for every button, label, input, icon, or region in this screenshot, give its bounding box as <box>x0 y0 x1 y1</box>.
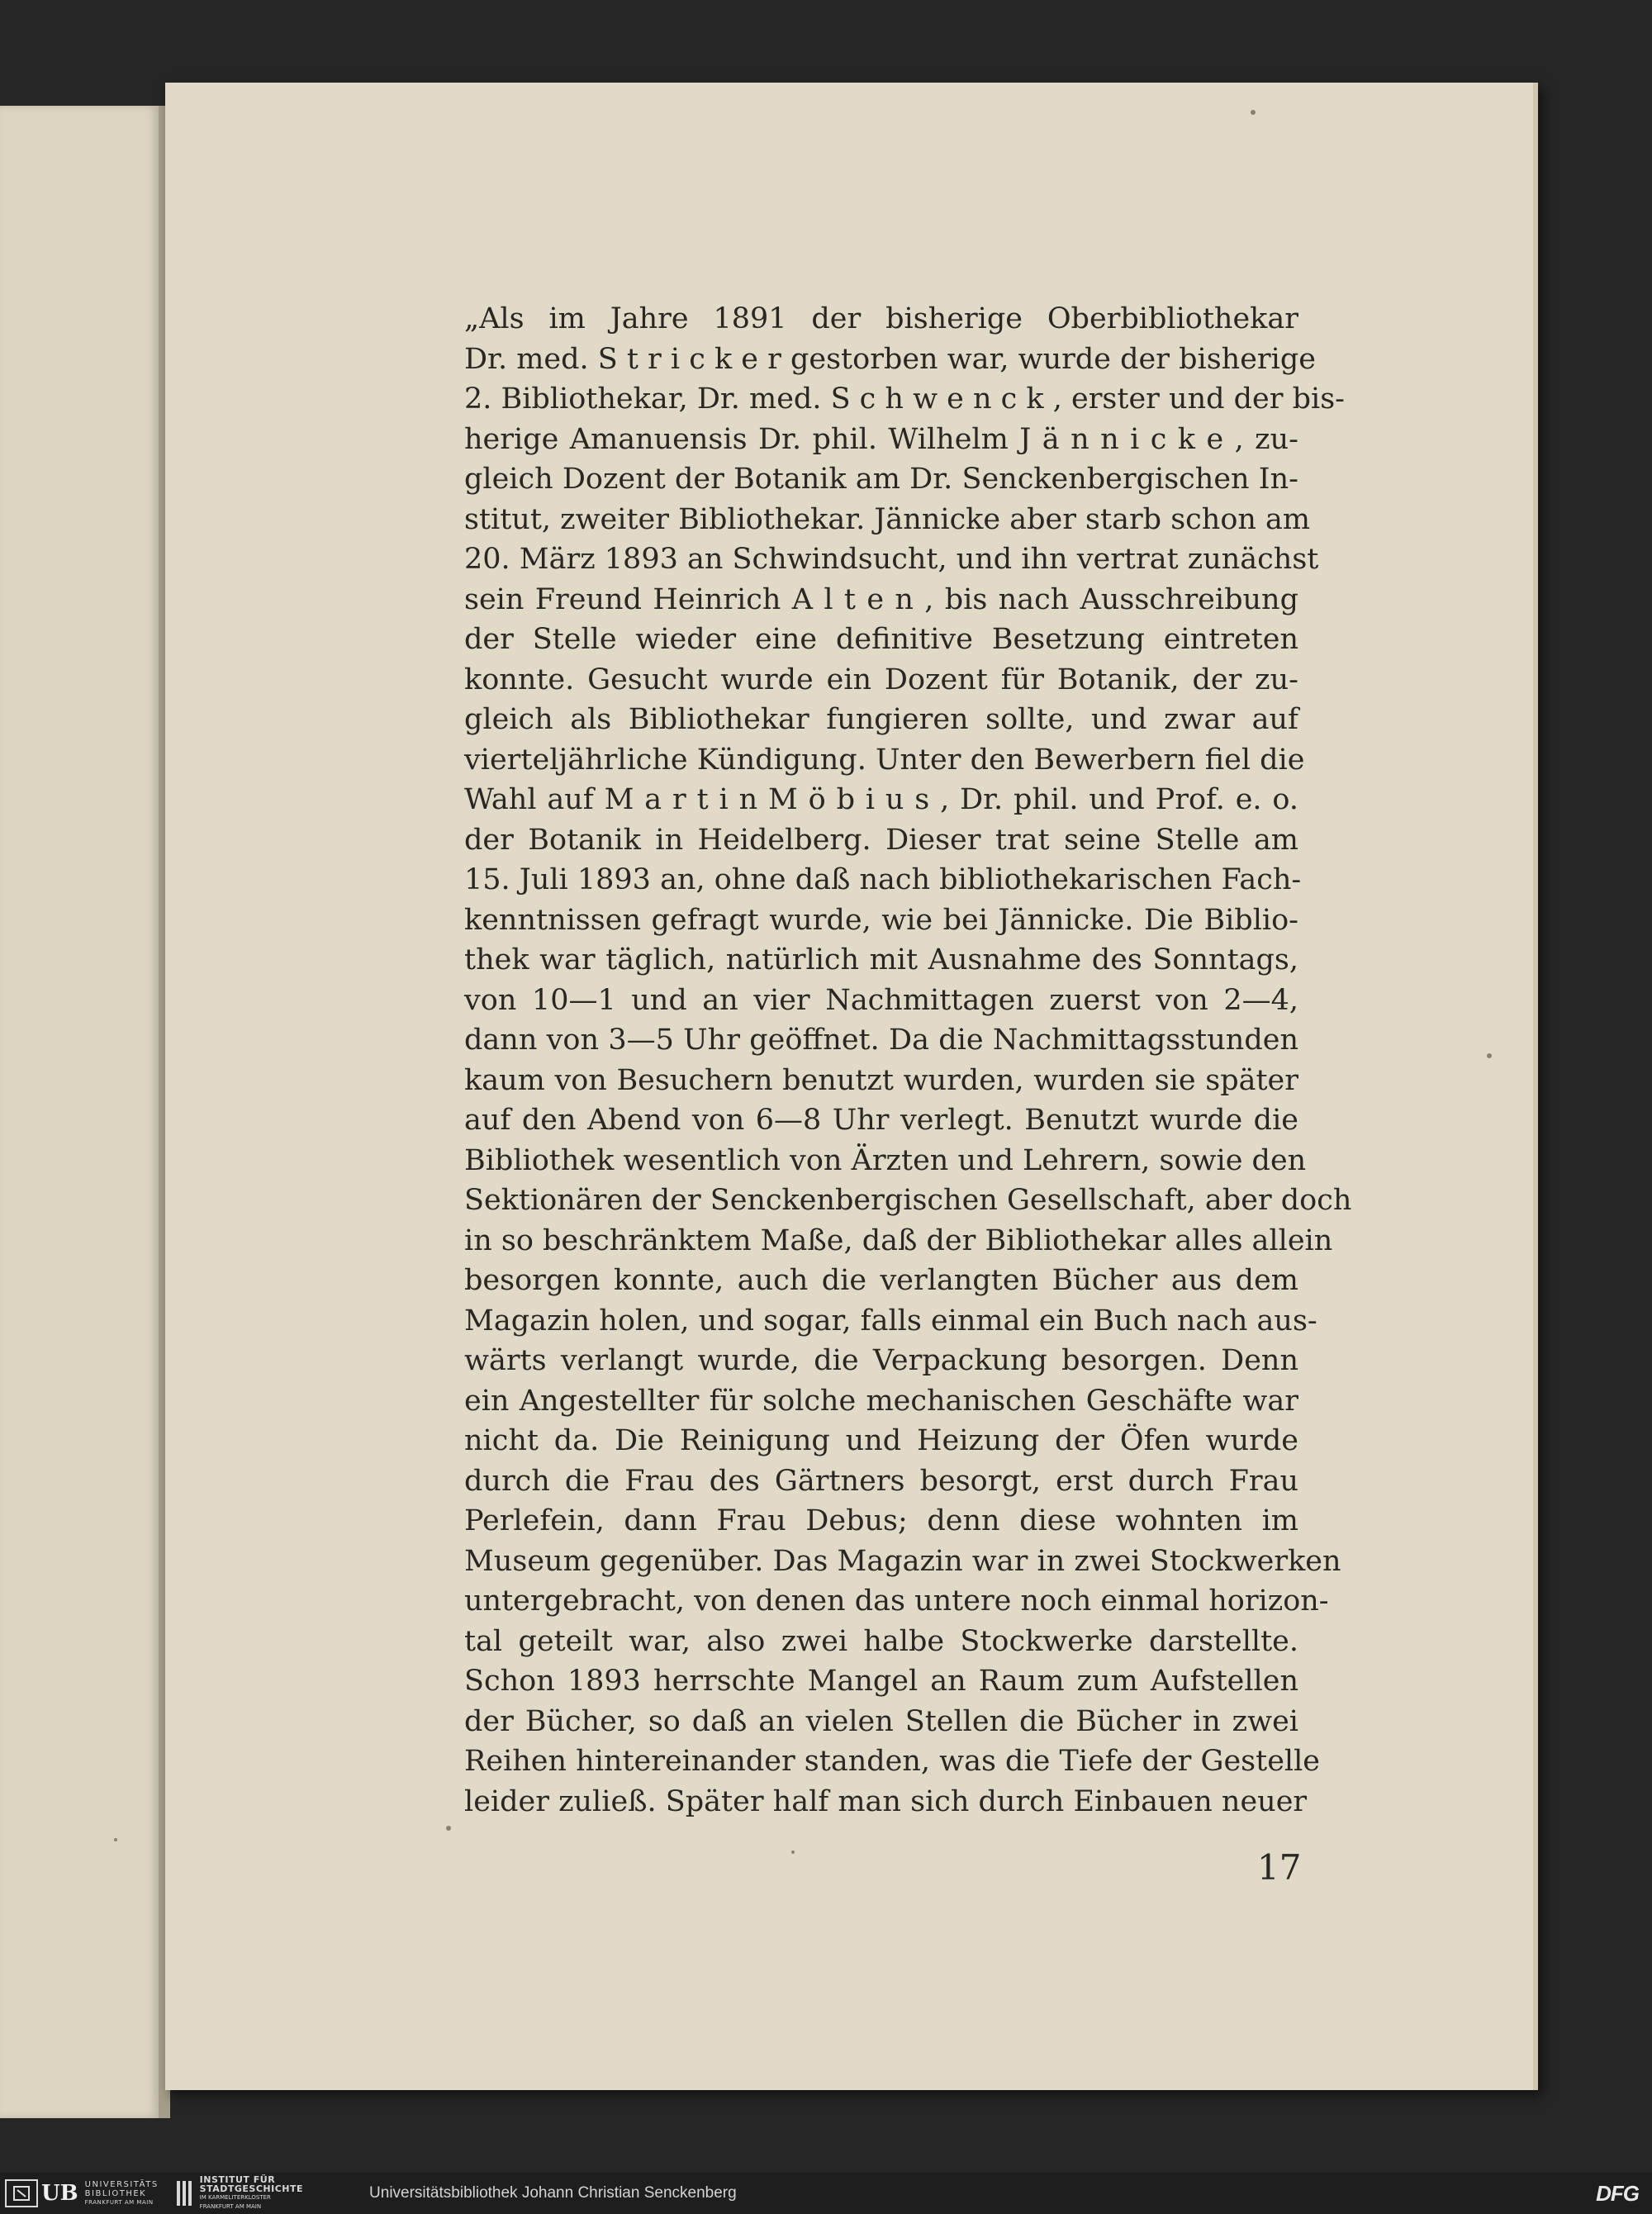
text-line: tal geteilt war, also zwei halbe Stockwerke darstellte. <box>464 1624 1298 1658</box>
text-line: Museum gegenüber. Das Magazin war in zwei Stockwerken <box>464 1544 1341 1578</box>
paper-speck <box>791 1851 795 1854</box>
isg-logo[interactable] <box>177 2175 303 2212</box>
text-line: Magazin holen, und sogar, falls einmal ein Buch nach aus- <box>464 1304 1317 1337</box>
text-line: wärts verlangt wurde, die Verpackung besorgen. Denn <box>464 1344 1298 1377</box>
text-line: Bibliothek wesentlich von Ärzten und Lehrern, sowie den <box>464 1143 1307 1177</box>
text-line: Wahl auf M a r t i n M ö b i u s , Dr. phil. und Prof. e. o. <box>464 783 1298 816</box>
text-line: Perlefein, dann Frau Debus; denn diese wohnten im <box>464 1504 1298 1537</box>
paper-speck <box>114 1838 117 1841</box>
isg-name-line: INSTITUT FÜR <box>199 2174 276 2185</box>
ub-name-line: UNIVERSITÄTS <box>84 2179 159 2189</box>
text-line: der Stelle wieder eine definitive Besetzung eintreten <box>464 623 1298 656</box>
isg-name <box>200 2175 303 2212</box>
text-line: konnte. Gesucht wurde ein Dozent für Botanik, der zu- <box>464 663 1298 696</box>
paper-speck <box>446 1826 451 1831</box>
text-line: auf den Abend von 6—8 Uhr verlegt. Benutzt wurde die <box>464 1104 1298 1137</box>
isg-name-line: IM KARMELITERKLOSTER <box>199 2194 271 2201</box>
text-line: Schon 1893 herrschte Mangel an Raum zum Aufstellen <box>464 1665 1298 1698</box>
text-line: stitut, zweiter Bibliothekar. Jännicke aber starb schon am <box>464 502 1311 536</box>
text-line: Sektionären der Senckenbergischen Gesellschaft, aber doch <box>464 1184 1352 1217</box>
text-line: leider zuließ. Später half man sich durch Einbauen neuer <box>464 1784 1308 1818</box>
isg-name-line: FRANKFURT AM MAIN <box>199 2203 262 2210</box>
text-line: durch die Frau des Gärtners besorgt, erst durch Frau <box>464 1464 1298 1498</box>
text-line: vierteljährliche Kündigung. Unter den Bewerbern fiel die <box>464 743 1305 777</box>
viewer-footer <box>0 2173 1652 2214</box>
text-line: thek war täglich, natürlich mit Ausnahme des Sonntags, <box>464 943 1298 976</box>
text-line: 20. März 1893 an Schwindsucht, und ihn vertrat zunächst <box>464 543 1319 576</box>
page-number: 17 <box>1257 1847 1302 1888</box>
text-line: gleich als Bibliothekar fungieren sollte, und zwar auf <box>464 703 1298 736</box>
text-line: 15. Juli 1893 an, ohne daß nach bibliothekarischen Fach- <box>464 863 1302 896</box>
text-line: sein Freund Heinrich A l t e n , bis nach Ausschreibung <box>464 582 1298 616</box>
paper-speck <box>1251 110 1256 115</box>
ub-name-line: FRANKFURT AM MAIN <box>84 2198 154 2206</box>
text-line: Dr. med. S t r i c k e r gestorben war, wurde der bisherige <box>464 342 1316 376</box>
ub-name <box>85 2180 159 2207</box>
text-line: besorgen konnte, auch die verlangten Bücher aus dem <box>464 1264 1298 1297</box>
footer-caption: Universitätsbibliothek Johann Christian Senckenberg <box>369 2184 737 2202</box>
text-line: „Als im Jahre 1891 der bisherige Oberbibliothekar <box>464 302 1298 335</box>
text-line: nicht da. Die Reinigung und Heizung der Öfen wurde <box>464 1424 1298 1457</box>
text-line: 2. Bibliothekar, Dr. med. S c h w e n c k , erster und der bis- <box>464 382 1345 416</box>
left-page-edge <box>0 106 161 2118</box>
text-line: kaum von Besuchern benutzt wurden, wurden sie später <box>464 1063 1298 1097</box>
ub-name-line: BIBLIOTHEK <box>84 2188 147 2198</box>
text-line: der Botanik in Heidelberg. Dieser trat seine Stelle am <box>464 823 1298 857</box>
text-line: kenntnissen gefragt wurde, wie bei Jännicke. Die Biblio- <box>464 903 1298 937</box>
isg-bars-icon <box>177 2181 192 2206</box>
body-text <box>464 299 1352 1822</box>
ub-mark: UB <box>41 2181 78 2206</box>
text-line: von 10—1 und an vier Nachmittagen zuerst von 2—4, <box>464 983 1298 1017</box>
ub-emblem-icon <box>5 2179 38 2207</box>
ub-logo[interactable] <box>5 2179 159 2207</box>
text-line: gleich Dozent der Botanik am Dr. Senckenbergischen In- <box>464 463 1298 496</box>
text-line: dann von 3—5 Uhr geöffnet. Da die Nachmittagsstunden <box>464 1024 1298 1057</box>
text-line: ein Angestellter für solche mechanischen Geschäfte war <box>464 1384 1298 1418</box>
paper-speck <box>1487 1053 1492 1058</box>
isg-name-line: STADTGESCHICHTE <box>199 2183 304 2194</box>
text-line: in so beschränktem Maße, daß der Bibliothekar alles allein <box>464 1223 1333 1257</box>
text-line: herige Amanuensis Dr. phil. Wilhelm J ä n n i c k e , zu- <box>464 422 1298 456</box>
dfg-logo[interactable]: DFG <box>1596 2181 1639 2206</box>
text-line: untergebracht, von denen das untere noch einmal horizon- <box>464 1584 1329 1618</box>
text-line: der Bücher, so daß an vielen Stellen die Bücher in zwei <box>464 1704 1298 1738</box>
text-line: Reihen hintereinander standen, was die Tiefe der Gestelle <box>464 1745 1321 1778</box>
